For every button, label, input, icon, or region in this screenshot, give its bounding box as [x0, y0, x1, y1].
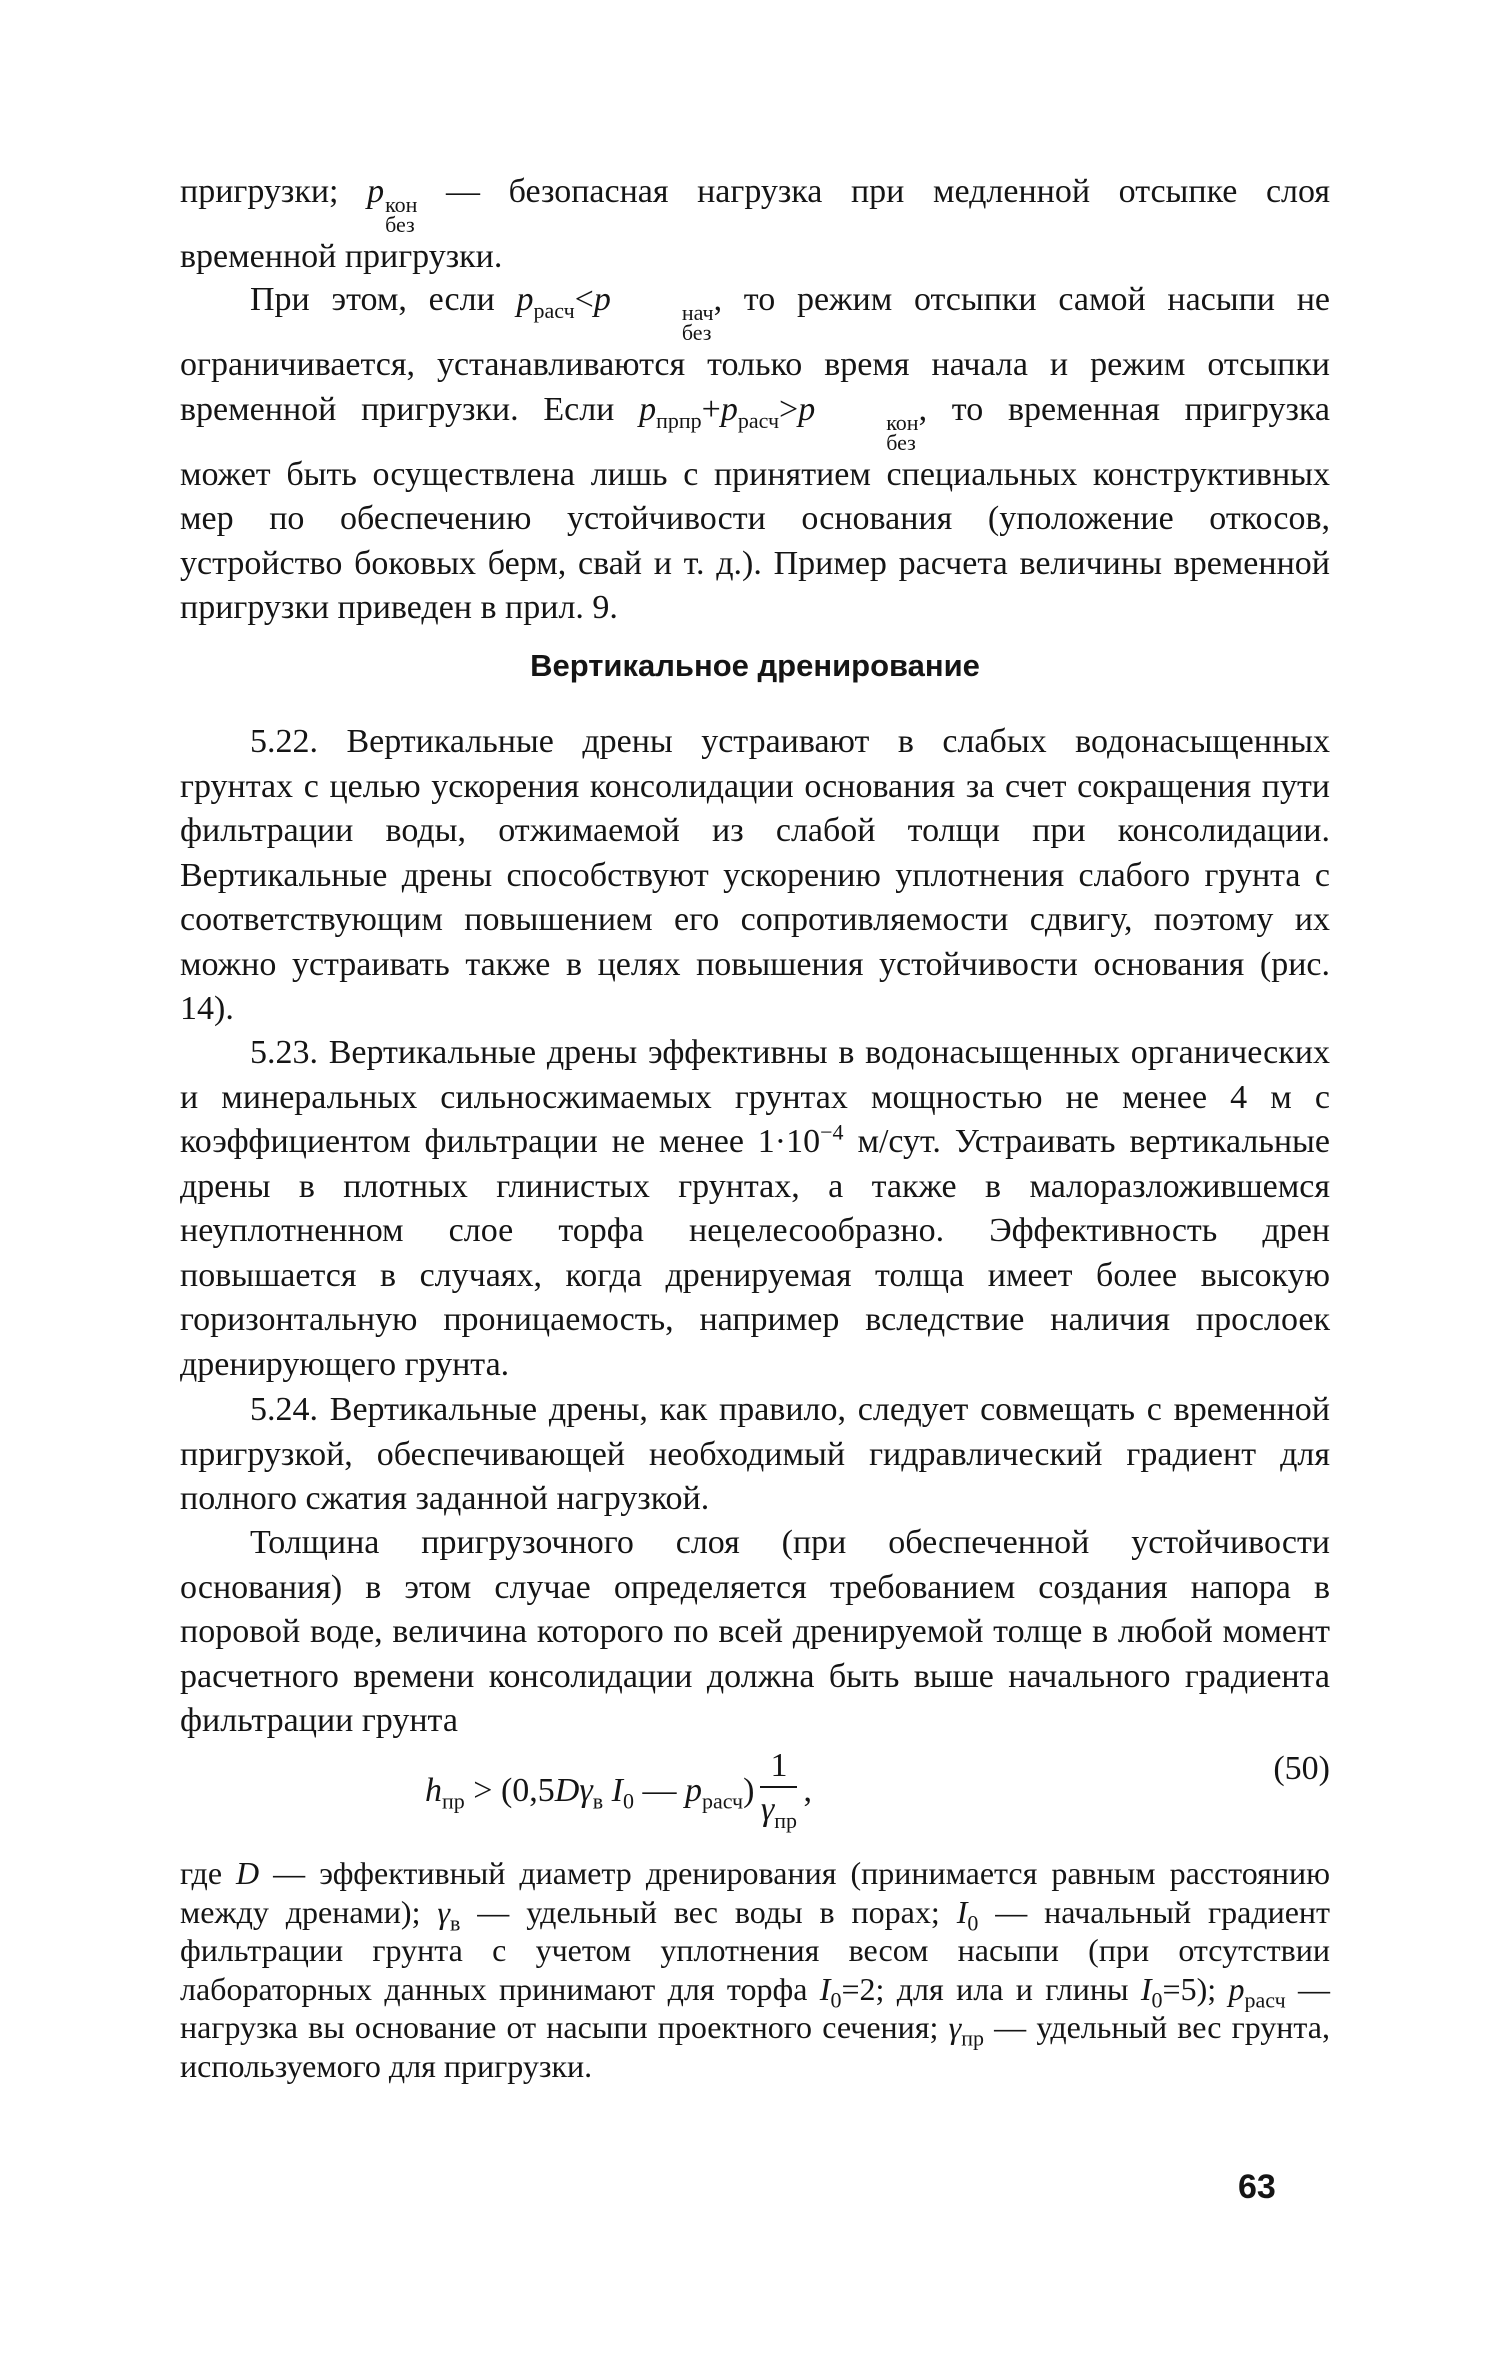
formula-expression: $h_{пр} > (0,5D\gamma_в$ $I_0$ — $p_{расч}$) $\frac{1}{\gamma_{пр}}$ ,: [425, 1747, 812, 1833]
paragraph-thickness: Толщина пригрузочного слоя (при обеспеченной устойчивости основания) в этом случае определяется требованием создания напора в поровой воде, величина которого по всей дренируемой толще в любой момент расчетного времени консолидации должна быть выше начального градиента фильтрации грунта: [180, 1524, 1330, 1739]
equation-number: (50): [1273, 1750, 1330, 1787]
paragraph-regime: При этом, если $p_{расч}<p$ нач без , то режим отсыпки самой насыпи не ограничивается, устанавливаются только время начала и режим отсыпки временной пригрузки. Если $p_{прпр}+p_{расч}>p$ кон без , то временная пригрузка может быть осуществлена лишь с принятием специальных конструктивных мер по обеспечению устойчивости основания (уположение откосов, устройство боковых берм, свай и т. д.). Пример расчета величины временной пригрузки приведен в прил. 9.: [180, 281, 1331, 626]
paragraph-intro: пригрузки; p кон без — безопасная нагрузка при медленной отсыпке слоя временной пригрузки.: [180, 173, 1330, 275]
paragraph-where: где D — эффективный диаметр дренирования (принимается равным расстоянию между дренами); $\gamma_в$ — удельный вес воды в порах; $I_0$ — начальный градиент фильтрации грунта с учетом уплотнения весом насыпи (при отсутствии лабораторных данных принимают для торфа $I_0=2$; для ила и глины $I_0=5$); $p_{расч}$ — нагрузка вы основание от насыпи проектного сечения; $\gamma_{пр}$ — удельный вес грунта, используемого для пригрузки.: [180, 1855, 1331, 2084]
paragraph-5-23: 5.23. Вертикальные дрены эффективны в водонасыщенных органических и минеральных сильносжимаемых грунтах мощностью не менее 4 м с коэффициентом фильтрации не менее $1\cdot 10^{-4}$ м/сут. Устраивать вертикальные дрены в плотных глинистых грунтах, а также в малоразложившемся неуплотненном слое торфа нецелесообразно. Эффективность дрен повышается в случаях, когда дренируемая толща имеет более высокую горизонтальную проницаемость, например вследствие наличия прослоек дренирующего грунта.: [180, 1034, 1330, 1383]
formula-50: [180, 1728, 1330, 1838]
page-number: 63: [1238, 2168, 1276, 2206]
paragraph-5-22: 5.22. Вертикальные дрены устраивают в слабых водонасыщенных грунтах с целью ускорения консолидации основания за счет сокращения пути фильтрации воды, отжимаемой из слабой толщи при консолидации. Вертикальные дрены способствуют ускорению уплотнения слабого грунта с соответствующим повышением его сопротивляемости сдвигу, поэтому их можно устраивать также в целях повышения устойчивости основания (рис. 14).: [180, 723, 1330, 1027]
paragraph-5-24: 5.24. Вертикальные дрены, как правило, следует совмещать с временной пригрузкой, обеспечивающей необходимый гидравлический градиент для полного сжатия заданной нагрузкой.: [180, 1391, 1330, 1517]
section-heading: Вертикальное дренирование: [530, 648, 980, 683]
formula-fraction: $\frac{1}{\gamma_{пр}}$: [760, 1747, 798, 1833]
